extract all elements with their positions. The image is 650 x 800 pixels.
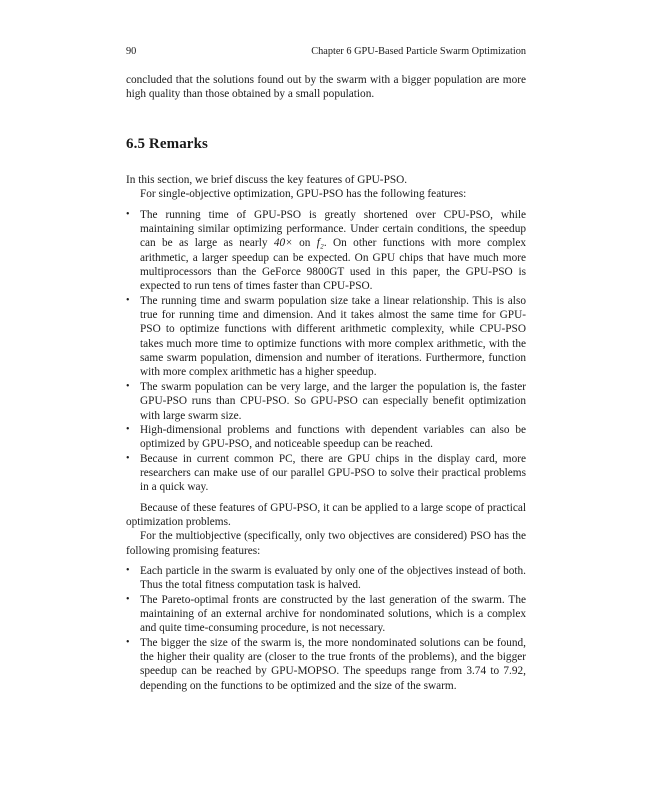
bullet-glyph: • xyxy=(126,452,130,464)
bullet-glyph: • xyxy=(126,423,130,435)
list-item: • The running time and swarm population size take a linear relationship. This is also true for running time and dimension. And it takes almost the same time for GPU-PSO to optimize functions with different arithmetic complexity, while CPU-PSO takes much more time to optimize functions with more complex arithmetic, with the same swarm population, dimension and number of iterations. Furthermore, function with more complex arithmetic has a higher speedup. xyxy=(126,294,526,379)
section-body xyxy=(126,173,526,693)
list-item: • High-dimensional problems and functions with dependent variables can also be optimized by GPU-PSO, and noticeable speedup can be reached. xyxy=(126,423,526,451)
intro-block xyxy=(126,73,526,102)
section-title: Remarks xyxy=(148,136,208,152)
single-objective-list xyxy=(126,208,526,495)
bullet-glyph: • xyxy=(126,380,130,392)
list-item: • Because in current common PC, there are GPU chips in the display card, more researchers can make use of our parallel GPU-PSO to solve their practical problems in a quick way. xyxy=(126,452,526,494)
page-number: 90 xyxy=(126,46,137,57)
lead-sentence: In this section, we brief discuss the key features of GPU-PSO. xyxy=(126,174,408,186)
list-item: • The swarm population can be very large, and the larger the population is, the faster GPU-PSO runs than CPU-PSO. So GPU-PSO can especially benefit optimization with large swarm size. xyxy=(126,380,526,422)
running-head xyxy=(126,46,526,57)
bullet-glyph: • xyxy=(126,208,130,220)
list-item: • The running time of GPU-PSO is greatly shortened over CPU-PSO, while maintaining similar optimizing performance. Under certain conditions, the speedup can be as large as nearly 40× on f₂. On other functions with more complex arithmetic, a larger speedup can be expected. On GPU chips that have much more multiprocessors than the GeForce 9800GT used in this paper, the GPU-PSO is expected to run tens of times faster than CPU-PSO. xyxy=(126,208,526,293)
bullet-glyph: • xyxy=(126,636,130,648)
math-function: f₂ xyxy=(316,237,324,250)
section-heading xyxy=(126,136,208,153)
chapter-title: Chapter 6 GPU-Based Particle Swarm Optimization xyxy=(311,46,526,57)
list-item: • The Pareto-optimal fronts are constructed by the last generation of the swarm. The maintaining of an external archive for nondominated solutions, which is a complex and quite time-consuming procedure, is not necessary. xyxy=(126,593,526,635)
section-number: 6.5 xyxy=(126,136,146,152)
list-item: • Each particle in the swarm is evaluated by only one of the objectives instead of both. Thus the total fitness computation task is halved. xyxy=(126,564,526,592)
lead-single-objective: For single-objective optimization, GPU-PSO has the following features: xyxy=(140,188,467,201)
bullet-glyph: • xyxy=(126,294,130,306)
intro-paragraph: concluded that the solutions found out by the swarm with a bigger population are more high quality than those obtained by a small population. xyxy=(126,74,526,101)
features-conclusion: Because of these features of GPU-PSO, it can be applied to a large scope of practical optimization problems. xyxy=(126,501,526,528)
multi-objective-list xyxy=(126,564,526,693)
multiobjective-lead: For the multiobjective (specifically, only two objectives are considered) PSO has the following promising features: xyxy=(126,530,526,557)
bullet-glyph: • xyxy=(126,593,130,605)
list-item: • The bigger the size of the swarm is, the more nondominated solutions can be found, the higher their quality are (closer to the true fronts of the problems), and the bigger speedup can be reached by GPU-MOPSO. The speedups range from 3.74 to 7.92, depending on the functions to be optimized and the size of the swarm. xyxy=(126,636,526,692)
bullet-glyph: • xyxy=(126,564,130,576)
math-speedup: 40× xyxy=(273,237,293,250)
